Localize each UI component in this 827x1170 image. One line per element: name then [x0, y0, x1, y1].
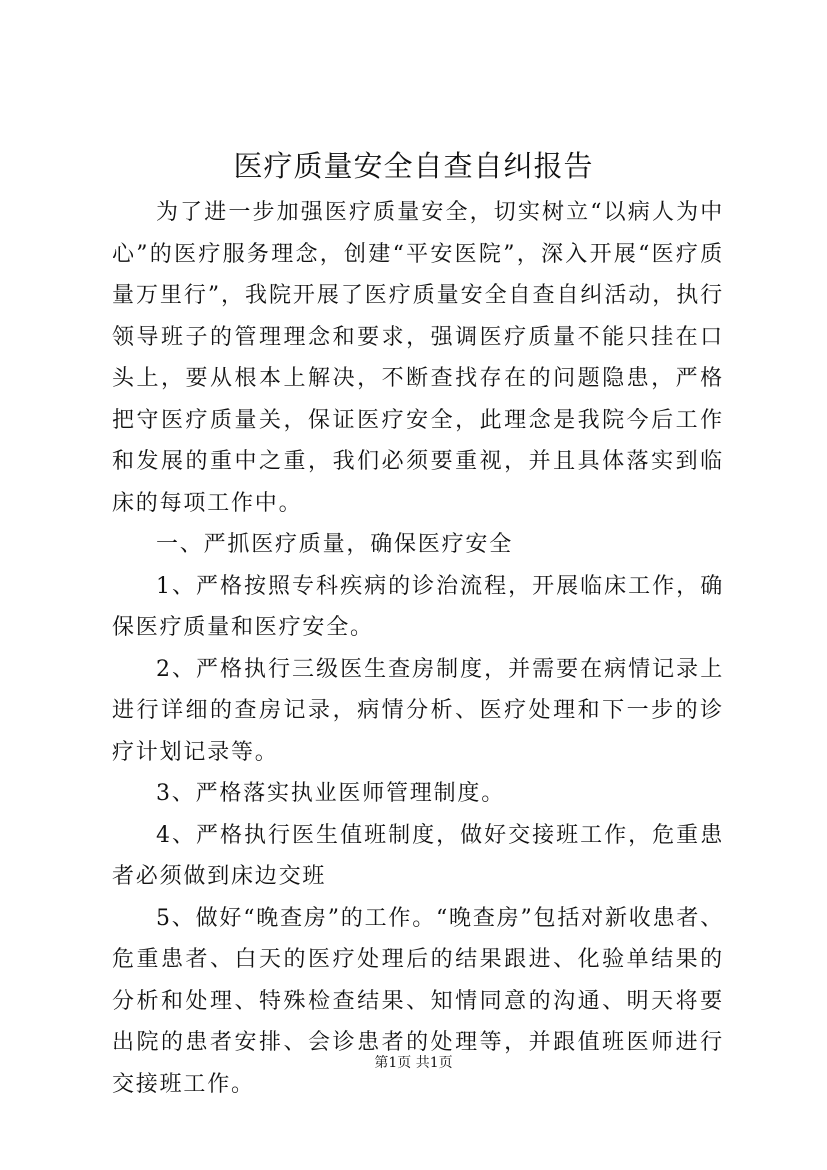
document-title: 医疗质量安全自查自纠报告: [233, 149, 594, 183]
list-item: 3、严格落实执业医师管理制度。: [156, 781, 505, 806]
page-footer: 第1页 共1页: [374, 1055, 453, 1071]
section-heading: 一、严抓医疗质量，确保医疗安全: [156, 532, 514, 557]
list-item: 5、做好“晚查房”的工作。“晚查房”包括对新收患者、危重患者、白天的医疗处理后的结果跟进、化验单结果的分析和处理、特殊检查结果、知情同意的沟通、明天将要出院的患者安排、会诊患者的处理等，并跟值班医师进行交接班工作。: [112, 905, 724, 1097]
document-body: [112, 192, 724, 1105]
paragraph-intro: 为了进一步加强医疗质量安全，切实树立“以病人为中心”的医疗服务理念，创建“平安医院”，深入开展“医疗质量万里行”，我院开展了医疗质量安全自查自纠活动，执行领导班子的管理理念和要求，强调医疗质量不能只挂在口头上，要从根本上解决，不断查找存在的问题隐患，严格把守医疗质量关，保证医疗安全，此理念是我院今后工作和发展的重中之重，我们必须要重视，并且具体落实到临床的每项工作中。: [112, 200, 724, 516]
list-item: 4、严格执行医生值班制度，做好交接班工作，危重患者必须做到床边交班: [112, 822, 724, 889]
list-item: 1、严格按照专科疾病的诊治流程，开展临床工作，确保医疗质量和医疗安全。: [112, 573, 724, 640]
list-item: 2、严格执行三级医生查房制度，并需要在病情记录上进行详细的查房记录，病情分析、医疗处理和下一步的诊疗计划记录等。: [112, 656, 724, 765]
